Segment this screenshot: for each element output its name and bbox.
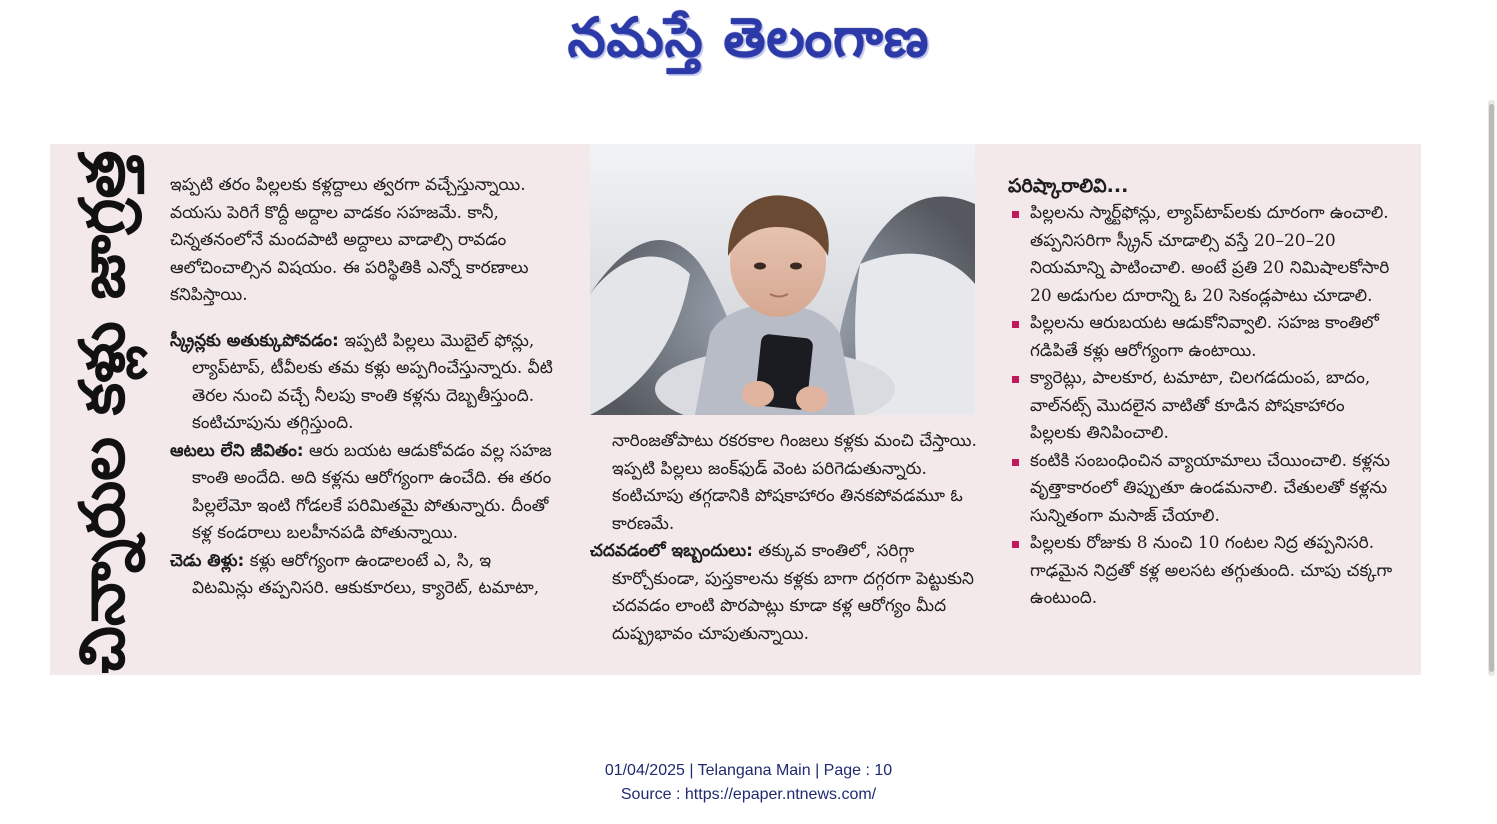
article-column-left bbox=[170, 172, 555, 603]
solution-text: పిల్లలను ఆరుబయట ఆడుకోనివ్వాలి. సహజ కాంతిలో గడిపితే కళ్లు ఆరోగ్యంగా ఉంటాయి. bbox=[1030, 313, 1379, 361]
solution-item bbox=[1008, 365, 1398, 448]
square-bullet-icon bbox=[1012, 376, 1019, 383]
solution-item bbox=[1008, 530, 1398, 613]
square-bullet-icon bbox=[1012, 321, 1019, 328]
article-headline-container bbox=[62, 150, 158, 674]
cause-text: ఇప్పటి పిల్లలు మొబైల్ ఫోన్లు, ల్యాప్‌టాప్, టీవీలకు తమ కళ్లు అప్పగించేస్తున్నారు. వీటి తెరల నుంచి వచ్చే నీలపు కాంతి కళ్లను దెబ్బతీస్తుంది. కంటిచూపును తగ్గిస్తుంది. bbox=[192, 330, 553, 433]
solution-item bbox=[1008, 310, 1398, 365]
article-clipping bbox=[50, 144, 1421, 675]
footer-edition-info: 01/04/2025 | Telangana Main | Page : 10 bbox=[604, 762, 893, 779]
article-column-middle bbox=[590, 428, 980, 648]
cause-text: తక్కువ కాంతిలో, సరిగ్గా కూర్చోకుండా, పుస్తకాలను కళ్లకు బాగా దగ్గరగా పెట్టుకుని చదవడం లాంటి పొరపాట్లు కూడా కళ్ల ఆరోగ్యం మీద దుష్ప్రభావం చూపుతున్నాయి. bbox=[612, 541, 974, 644]
cause-heading: చదవడంలో ఇబ్బందులు: bbox=[590, 541, 753, 561]
solutions-title: పరిష్కారాలివి... bbox=[1008, 175, 1129, 197]
article-column-right bbox=[1008, 172, 1398, 613]
masthead bbox=[0, 0, 1497, 90]
cause-heading: స్క్రీన్లకు అతుక్కుపోవడం: bbox=[170, 330, 339, 351]
article-intro: ఇప్పటి తరం పిల్లలకు కళ్లద్దాలు త్వరగా వచ్చేస్తున్నాయి. వయసు పెరిగే కొద్దీ అద్దాల వాడకం సహజమే. కానీ, చిన్నతనంలోనే మందపాటి అద్దాలు వాడాల్సి రావడం ఆలోచించాల్సిన విషయం. ఈ పరిస్థితికి ఎన్నో కారణాలు కనిపిస్తాయి. bbox=[170, 175, 529, 305]
solution-text: కంటికి సంబంధించిన వ్యాయామాలు చేయించాలి. కళ్లను వృత్తాకారంలో తిప్పుతూ ఉండమనాలి. చేతులతో కళ్లను సున్నితంగా మసాజ్ చేయాలి. bbox=[1030, 450, 1391, 526]
solution-item bbox=[1008, 200, 1398, 310]
newspaper-logo: నమస్తే తెలంగాణ bbox=[567, 6, 930, 69]
square-bullet-icon bbox=[1012, 541, 1019, 548]
scrollbar-thumb[interactable] bbox=[1489, 104, 1494, 672]
solution-item bbox=[1008, 448, 1398, 531]
article-headline: చిన్నారుల కళ్లు జాగ్రత్త bbox=[66, 150, 139, 674]
cause-item bbox=[170, 328, 555, 438]
square-bullet-icon bbox=[1012, 211, 1019, 218]
cause-heading: ఆటలు లేని జీవితం: bbox=[170, 440, 304, 461]
solution-text: పిల్లలను స్మార్ట్‌ఫోన్లు, ల్యాప్‌టాప్‌లకు దూరంగా ఉంచాలి. తప్పనిసరిగా స్క్రీన్ చూడాల్సి వస్తే 20–20–20 నియమాన్ని పాటించాలి. అంటే ప్రతి 20 నిమిషాలకోసారి 20 అడుగుల దూరాన్ని ఓ 20 సెకండ్లపాటు చూడాలి. bbox=[1030, 203, 1390, 306]
cause-continued-text: నారింజతోపాటు రకరకాల గింజలు కళ్లకు మంచి చేస్తాయి. ఇప్పటి పిల్లలు జంక్‌ఫుడ్ వెంట పరిగెడుతున్నారు. కంటిచూపు తగ్గడానికి పోషకాహారం తినకపోవడమూ ఓ కారణమే. bbox=[612, 431, 977, 534]
child-with-phone-image bbox=[590, 144, 975, 415]
cause-item bbox=[170, 548, 555, 603]
cause-text: ఆరు బయట ఆడుకోవడం వల్ల సహజ కాంతి అందేది. అది కళ్లను ఆరోగ్యంగా ఉంచేది. ఈ తరం పిల్లలేమో ఇంటి గోడలకే పరిమితమై పోతున్నారు. దీంతో కళ్ల కండరాలు బలహీనపడి పోతున్నాయి. bbox=[192, 440, 552, 543]
footer-source[interactable]: Source : https://epaper.ntnews.com/ bbox=[620, 786, 877, 803]
cause-heading: చెడు తిళ్లు: bbox=[170, 550, 245, 571]
cause-item bbox=[170, 438, 555, 548]
solution-text: క్యారెట్లు, పాలకూర, టమాటా, చిలగడదుంప, బాదం, వాల్‌నట్స్ మొదలైన వాటితో కూడిన పోషకాహారం పిల్లలకు తినిపించాలి. bbox=[1030, 368, 1371, 443]
article-photo bbox=[590, 144, 975, 415]
cause-text: కళ్లు ఆరోగ్యంగా ఉండాలంటే ఎ, సి, ఇ విటమిన్లు తప్పనిసరి. ఆకుకూరలు, క్యారెట్, టమాటా, bbox=[192, 550, 540, 598]
square-bullet-icon bbox=[1012, 459, 1019, 466]
solution-text: పిల్లలకు రోజుకు 8 నుంచి 10 గంటల నిద్ర తప్పనిసరి. గాఢమైన నిద్రతో కళ్ల అలసట తగ్గుతుంది. చూపు చక్కగా ఉంటుంది. bbox=[1030, 533, 1393, 608]
cause-item bbox=[590, 538, 980, 648]
